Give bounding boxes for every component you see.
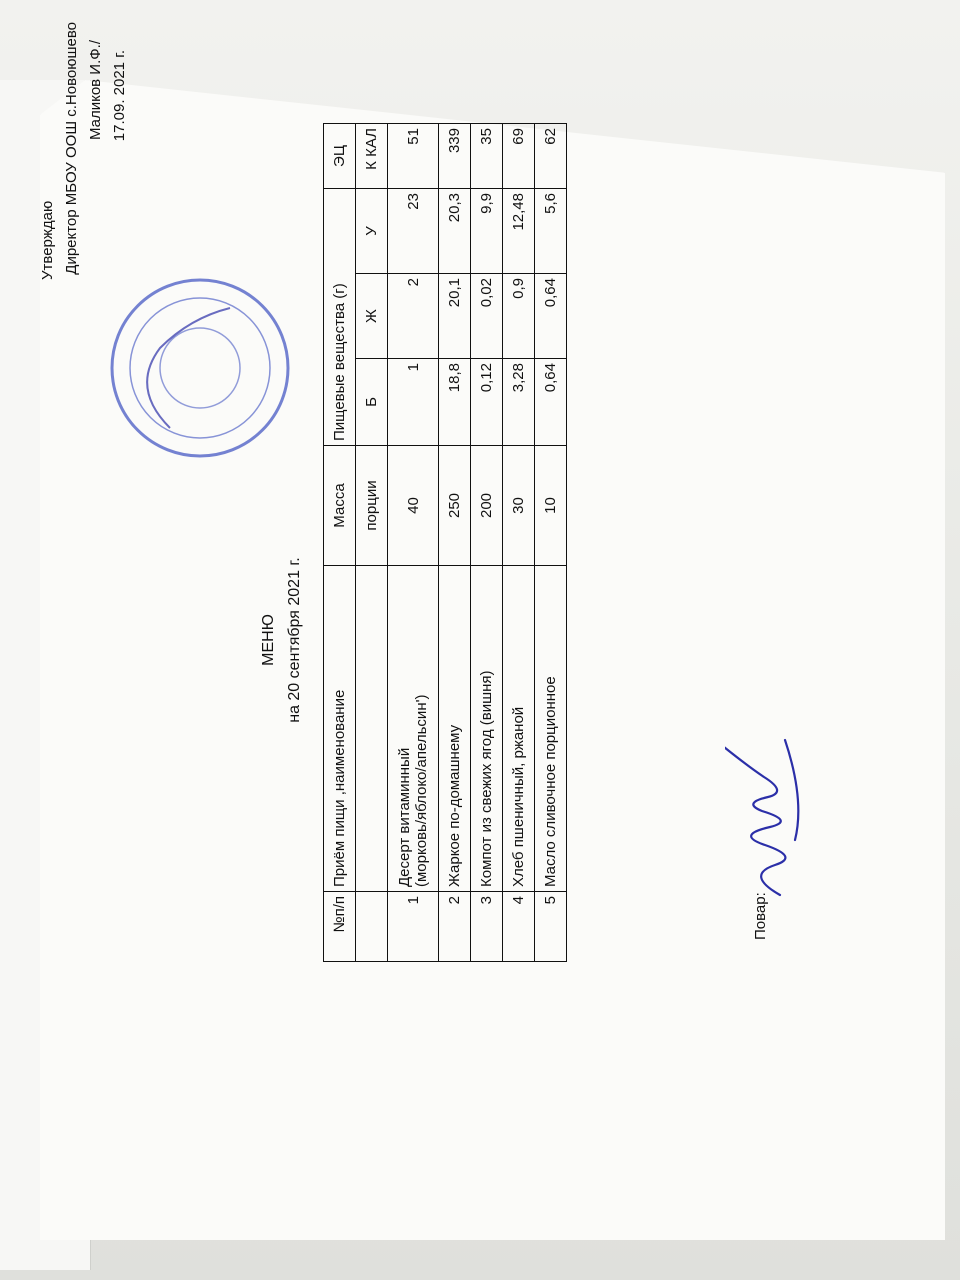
row-number: 1 xyxy=(388,892,439,962)
header-name: Приём пищи ,наименование xyxy=(324,566,356,892)
header-energy: ЭЦ xyxy=(324,124,356,189)
table-subheader-row xyxy=(356,124,388,962)
table-row xyxy=(535,124,567,962)
subheader-carbs: У xyxy=(356,189,388,274)
row-mass: 40 xyxy=(388,446,439,566)
row-name-line1: Десерт витаминный xyxy=(396,747,413,887)
row-fat: 0,9 xyxy=(503,274,535,359)
row-number: 5 xyxy=(535,892,567,962)
row-name-line2: (морковь/яблоко/апельсин') xyxy=(413,694,430,887)
row-protein: 3,28 xyxy=(503,359,535,446)
row-protein: 0,64 xyxy=(535,359,567,446)
row-carbs: 23 xyxy=(388,189,439,274)
table-row xyxy=(471,124,503,962)
header-mass: Масса xyxy=(324,446,356,566)
row-carbs: 5,6 xyxy=(535,189,567,274)
row-name: Масло сливочное порционное xyxy=(535,566,567,892)
menu-table xyxy=(323,123,567,962)
row-kcal: 62 xyxy=(535,124,567,189)
row-carbs: 9,9 xyxy=(471,189,503,274)
row-fat: 0,64 xyxy=(535,274,567,359)
row-fat: 20,1 xyxy=(439,274,471,359)
row-kcal: 35 xyxy=(471,124,503,189)
cook-signature xyxy=(725,720,815,900)
row-number: 2 xyxy=(439,892,471,962)
approval-word: Утверждаю xyxy=(39,200,56,280)
row-fat: 0,02 xyxy=(471,274,503,359)
row-kcal: 51 xyxy=(388,124,439,189)
document-date: на 20 сентября 2021 г. xyxy=(286,557,303,723)
subheader-kcal: К КАЛ xyxy=(356,124,388,189)
row-mass: 30 xyxy=(503,446,535,566)
row-number: 4 xyxy=(503,892,535,962)
row-mass: 10 xyxy=(535,446,567,566)
row-protein: 18,8 xyxy=(439,359,471,446)
row-mass: 250 xyxy=(439,446,471,566)
subheader-empty xyxy=(356,566,388,892)
row-name: Компот из свежих ягод (вишня) xyxy=(471,566,503,892)
row-carbs: 12,48 xyxy=(503,189,535,274)
subheader-mass: порции xyxy=(356,446,388,566)
row-name: Жаркое по-домашнему xyxy=(439,566,471,892)
table-row xyxy=(388,124,439,962)
approval-position: Директор МБОУ ООШ с.Новоюшево xyxy=(63,22,80,275)
cook-label: Повар: xyxy=(752,892,769,940)
row-kcal: 69 xyxy=(503,124,535,189)
row-name xyxy=(388,566,439,892)
row-kcal: 339 xyxy=(439,124,471,189)
round-stamp xyxy=(100,268,300,468)
table-header-row xyxy=(324,124,356,962)
subheader-protein: Б xyxy=(356,359,388,446)
row-protein: 1 xyxy=(388,359,439,446)
row-fat: 2 xyxy=(388,274,439,359)
row-protein: 0,12 xyxy=(471,359,503,446)
row-mass: 200 xyxy=(471,446,503,566)
approval-name: Маликов И.Ф./ xyxy=(87,40,104,141)
row-number: 3 xyxy=(471,892,503,962)
row-carbs: 20,3 xyxy=(439,189,471,274)
header-nutrients: Пищевые вещества (г) xyxy=(324,189,356,446)
header-number: №п/п xyxy=(324,892,356,962)
approval-date: 17.09. 2021 г. xyxy=(111,50,128,142)
row-name: Хлеб пшеничный, ржаной xyxy=(503,566,535,892)
document-title: МЕНЮ xyxy=(260,614,277,666)
subheader-empty xyxy=(356,892,388,962)
table-row xyxy=(503,124,535,962)
table-row xyxy=(439,124,471,962)
subheader-fat: Ж xyxy=(356,274,388,359)
